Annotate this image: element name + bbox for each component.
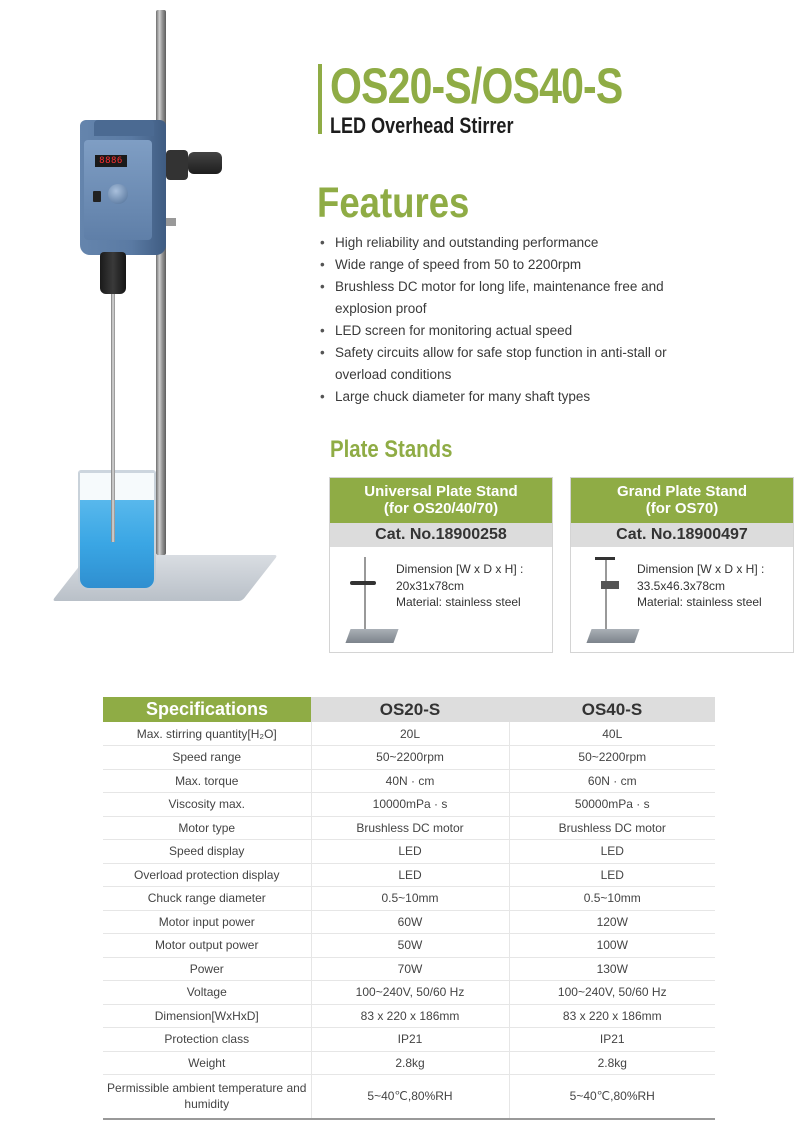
spec-label: Speed range [103,746,311,770]
spec-label: Dimension[WxHxD] [103,1004,311,1028]
specifications-table [103,697,715,1120]
table-row [103,1051,715,1075]
table-row [103,722,715,746]
dimension-label: Dimension [W x D x H] : [396,562,524,576]
grand-stand-image [579,553,639,647]
stand-cat-no: Cat. No.18900497 [571,523,793,547]
blue-liquid [80,500,154,588]
plate-stands-heading: Plate Stands [330,436,453,463]
stand-top-clamp-icon [595,557,615,560]
os20s-value: 10000mPa · s [311,793,509,817]
table-row [103,769,715,793]
os40s-value: IP21 [509,1028,715,1052]
os40s-value: 130W [509,957,715,981]
os20s-value: 50W [311,934,509,958]
spec-label: Motor type [103,816,311,840]
table-row [103,887,715,911]
os40s-value: LED [509,840,715,864]
table-row [103,934,715,958]
os40s-value: 50~2200rpm [509,746,715,770]
stand-mid-clamp-icon [601,581,619,589]
table-row [103,863,715,887]
os20s-value: 60W [311,910,509,934]
page-subtitle: LED Overhead Stirrer [330,113,514,138]
feature-item: • LED screen for monitoring actual speed [318,320,718,342]
stand-pole-icon [605,557,607,635]
stand-name: Grand Plate Stand [616,483,748,500]
spec-label: Overload protection display [103,863,311,887]
stand-card-grand [570,477,794,653]
table-row [103,816,715,840]
os40s-value: 120W [509,910,715,934]
os20s-value: Brushless DC motor [311,816,509,840]
clamp-knob-icon [188,152,222,174]
features-heading: Features [317,179,470,227]
os20s-value: 2.8kg [311,1051,509,1075]
feature-item: • Large chuck diameter for many shaft types [318,386,718,408]
stand-compat: (for OS20/40/70) [383,500,499,517]
os20s-value: 70W [311,957,509,981]
feature-item: • High reliability and outstanding performance [318,232,718,254]
title-accent-bar [318,64,322,134]
stand-base-icon [345,629,398,643]
features-list [318,232,718,408]
table-row [103,840,715,864]
os40s-value: Brushless DC motor [509,816,715,840]
stand-rod [156,10,166,555]
os40s-value: 60N · cm [509,769,715,793]
product-image [0,0,300,640]
table-header-row [103,697,715,722]
os20s-value: 40N · cm [311,769,509,793]
spec-label: Permissible ambient temperature and humidity [103,1075,311,1119]
spec-label: Weight [103,1051,311,1075]
os20s-value: 83 x 220 x 186mm [311,1004,509,1028]
table-row [103,746,715,770]
stand-card-header [571,478,793,523]
dimension-value: 20x31x78cm [396,578,465,593]
os40s-value: 50000mPa · s [509,793,715,817]
feature-item: • Wide range of speed from 50 to 2200rpm [318,254,718,276]
os20s-value: IP21 [311,1028,509,1052]
material: Material: stainless steel [637,595,762,609]
spec-label: Max. torque [103,769,311,793]
feature-item: • Brushless DC motor for long life, maintenance free and explosion proof [318,276,718,320]
spec-label: Chuck range diameter [103,887,311,911]
stand-card-universal [329,477,553,653]
clamp-bolt [166,218,176,226]
spec-label: Motor input power [103,910,311,934]
os40s-value: 40L [509,722,715,746]
os40s-value: 100~240V, 50/60 Hz [509,981,715,1005]
stirring-shaft [111,292,115,542]
stand-card-header [330,478,552,523]
header-os40s: OS40-S [509,697,715,722]
stand-base-icon [586,629,639,643]
table-row [103,1075,715,1119]
rod-clamp [166,150,188,180]
spec-label: Power [103,957,311,981]
os40s-value: 5~40℃,80%RH [509,1075,715,1119]
table-row [103,1028,715,1052]
table-row [103,957,715,981]
stand-name: Universal Plate Stand [364,483,518,500]
speed-knob-icon [108,184,128,204]
material: Material: stainless steel [396,595,521,609]
os20s-value: 0.5~10mm [311,887,509,911]
os40s-value: 100W [509,934,715,958]
os20s-value: LED [311,863,509,887]
led-speed-display: 8886 [95,155,127,167]
table-row [103,910,715,934]
chuck [100,252,126,294]
stand-cat-no: Cat. No.18900258 [330,523,552,547]
dimension-label: Dimension [W x D x H] : [637,562,765,576]
motor-cap [94,120,154,136]
power-switch-icon [93,191,101,202]
header-specifications: Specifications [103,697,311,722]
stand-card-body [571,547,793,652]
feature-item: • Safety circuits allow for safe stop function in anti-stall or overload conditions [318,342,718,386]
header-os20s: OS20-S [311,697,509,722]
table-row [103,981,715,1005]
os20s-value: LED [311,840,509,864]
page-title: OS20-S/OS40-S [330,58,623,114]
spec-label: Protection class [103,1028,311,1052]
os20s-value: 100~240V, 50/60 Hz [311,981,509,1005]
stand-clamp-icon [350,581,376,585]
stand-details [637,561,793,611]
stand-card-body [330,547,552,652]
table-row [103,1004,715,1028]
os40s-value: 2.8kg [509,1051,715,1075]
table-row [103,793,715,817]
os20s-value: 50~2200rpm [311,746,509,770]
stand-pole-icon [364,557,366,635]
spec-label: Viscosity max. [103,793,311,817]
spec-label: Max. stirring quantity[H₂O] [103,722,311,746]
stand-compat: (for OS70) [645,500,719,517]
os40s-value: LED [509,863,715,887]
os20s-value: 5~40℃,80%RH [311,1075,509,1119]
dimension-value: 33.5x46.3x78cm [637,578,726,593]
spec-label: Speed display [103,840,311,864]
universal-stand-image [338,553,398,647]
os20s-value: 20L [311,722,509,746]
os40s-value: 0.5~10mm [509,887,715,911]
os40s-value: 83 x 220 x 186mm [509,1004,715,1028]
stand-details [396,561,552,611]
spec-label: Voltage [103,981,311,1005]
spec-label: Motor output power [103,934,311,958]
